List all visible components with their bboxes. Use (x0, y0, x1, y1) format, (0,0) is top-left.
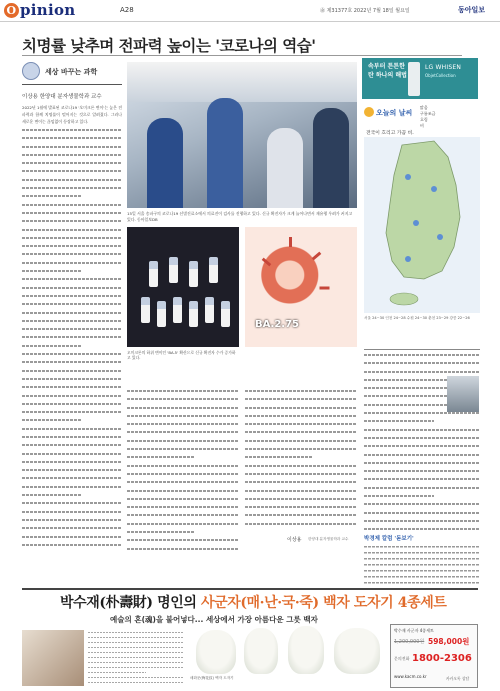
set-info: 박수재 사군자 4종세트 (394, 628, 434, 633)
ad-title-highlight: 사군자(매·난·국·죽) 백자 도자기 4종세트 (200, 595, 447, 611)
ad-copy-line-1: 속부터 튼튼한 (368, 63, 405, 70)
author-name: 이상용 (287, 537, 302, 543)
text-line (364, 435, 480, 442)
text-line (127, 463, 239, 470)
text-line (127, 396, 239, 403)
legend-item: 흐림 (420, 117, 428, 122)
text-line (245, 471, 357, 478)
text-line (245, 446, 357, 453)
vial-shape (205, 297, 214, 323)
legend-item: 맑음 (420, 105, 428, 110)
text-line (22, 210, 122, 217)
vial-shape (173, 297, 182, 323)
weather-divider (364, 349, 480, 350)
photo-figure (147, 118, 183, 208)
text-line (22, 393, 122, 400)
text-line (364, 468, 480, 475)
text-line (22, 144, 122, 151)
text-line (22, 243, 122, 250)
text-line (22, 525, 122, 532)
virus-spike (320, 287, 330, 290)
text-line (245, 463, 357, 470)
column-icon (22, 62, 40, 80)
weather-marker (431, 186, 437, 192)
newspaper-masthead: 동아일보 (458, 6, 486, 14)
text-line (364, 510, 480, 517)
section-logo-text: pinion (20, 1, 76, 19)
bottom-ad-subtitle: 예술의 혼(魂)을 불어넣다... 세상에서 가장 아름다운 그릇 백자 (110, 615, 318, 624)
vial-shape (209, 257, 218, 283)
text-line (22, 293, 122, 300)
variant-label: BA.2.75 (255, 319, 300, 330)
text-line (22, 251, 122, 258)
text-line (127, 496, 239, 503)
author-title: 한양대 분자생물학과 교수 (308, 537, 349, 541)
headline-divider (22, 55, 462, 56)
section-logo-mark: O (4, 3, 19, 18)
weather-marker (405, 174, 411, 180)
text-line (22, 417, 82, 424)
text-line (22, 285, 122, 292)
virus-spike (312, 252, 322, 261)
vial-shape (221, 301, 230, 327)
photo-caption-1: 15일 서울 송파구의 코로나19 선별진료소에서 의료진이 검사를 진행하고 있다. 신규 확진자가 크게 늘어나면서 재유행 우려가 커지고 있다. 동아일보DB (127, 211, 353, 222)
photo-tent (127, 62, 357, 102)
text-line (22, 509, 122, 516)
text-line (127, 429, 239, 436)
text-line (22, 517, 122, 524)
issue-info: ㊎ 제31377호 2022년 7월 18일 월요일 (320, 8, 410, 14)
sun-icon (364, 107, 374, 117)
text-line (22, 276, 122, 283)
vase-image (288, 626, 324, 674)
photo-figure (207, 98, 243, 208)
text-line (22, 401, 122, 408)
text-line (22, 368, 122, 375)
text-line (245, 512, 357, 519)
legend-item: 구름조금 (420, 111, 436, 116)
text-line (22, 260, 122, 267)
vase-caption: 매화문(梅花紋) 백자 도자기 (190, 676, 234, 680)
vial-shape (169, 257, 178, 283)
text-line (364, 476, 480, 483)
text-line (127, 405, 239, 412)
text-line (22, 451, 122, 458)
text-line (22, 467, 122, 474)
text-line (245, 488, 357, 495)
sidebar-box-title: 박경제 칼럼 '돋보기' (364, 536, 414, 542)
text-line (22, 484, 122, 491)
article-headline: 치명률 낮추며 전파력 높이는 '코로나의 역습' (22, 36, 316, 55)
article-photo-vials (127, 227, 239, 347)
text-line (127, 546, 239, 552)
text-line (245, 429, 357, 436)
text-line (364, 452, 480, 459)
text-line (364, 526, 480, 532)
text-line (22, 442, 122, 449)
text-line (22, 301, 122, 308)
text-line (22, 550, 122, 552)
article-body-column-1 (22, 104, 122, 552)
text-line (22, 426, 122, 433)
text-line (22, 202, 122, 209)
website-link[interactable]: www.kacm.co.kr (394, 674, 427, 679)
vial-shape (149, 261, 158, 287)
text-line (245, 438, 357, 445)
artist-photo (22, 630, 84, 686)
original-price: 1,200,000원 (394, 639, 425, 645)
text-line (22, 218, 122, 225)
text-line (22, 534, 122, 541)
text-line (22, 160, 122, 167)
product-image (408, 62, 420, 96)
weather-temperatures: 서울 24~30 인천 24~28 수원 24~30 춘천 23~29 강릉 22~26 (364, 316, 470, 320)
text-line (22, 127, 122, 134)
legend-item: 비 (420, 123, 424, 128)
bottom-ad-body (88, 630, 184, 686)
text-line (22, 359, 122, 366)
ad-copy-line-2: 탄 하나의 해법 (368, 72, 407, 79)
text-line (127, 413, 239, 420)
text-line (364, 501, 480, 508)
map-jeju (390, 293, 418, 305)
text-line (245, 413, 357, 420)
text-line (364, 427, 480, 434)
text-line (22, 152, 122, 159)
text-line (22, 185, 122, 192)
text-line (22, 542, 122, 549)
article-body-column-3 (245, 388, 357, 528)
vial-shape (189, 301, 198, 327)
weather-marker (437, 234, 443, 240)
text-line (88, 680, 184, 685)
text-line (22, 177, 122, 184)
vial-shape (141, 297, 150, 323)
text-line (127, 479, 239, 486)
text-line (364, 493, 434, 500)
text-line (22, 376, 122, 383)
text-line (245, 521, 357, 528)
ad-title-pre: 박수재(朴壽財) 명인의 (60, 595, 201, 611)
text-line (127, 537, 239, 544)
text-line (22, 459, 122, 466)
text-line (364, 443, 480, 450)
section-logo (4, 1, 76, 19)
bottom-ad-title (60, 592, 446, 612)
article-intro: 2022년 1월에 발표된 코로나19 '오미크론 변이'는 높은 전파력과 함께 치명률이 떨어지는 것으로 알려졌다. 그러나 새로운 변이는 끊임없이 등장하고 있다. (22, 105, 122, 124)
text-line (245, 496, 357, 503)
vial-shape (157, 301, 166, 327)
text-line (22, 334, 122, 341)
text-line (127, 529, 194, 536)
text-line (127, 454, 194, 461)
text-line (22, 409, 122, 416)
weather-legend (420, 105, 476, 129)
text-line (364, 418, 434, 425)
text-line (22, 235, 122, 242)
phone-number[interactable]: 1800-2306 (412, 653, 472, 664)
ad-brand: LG WHISEN (425, 64, 462, 71)
weather-description: 전국이 흐리고 가끔 비. (366, 131, 414, 136)
text-line (22, 500, 122, 507)
vase-image (334, 628, 380, 674)
text-line (22, 326, 122, 333)
text-line (245, 479, 357, 486)
virus-spike (289, 237, 292, 247)
text-line (364, 580, 480, 584)
weather-marker (413, 220, 419, 226)
text-line (22, 268, 82, 275)
text-line (22, 351, 122, 358)
text-line (245, 504, 357, 511)
text-line (364, 360, 480, 367)
text-line (127, 471, 239, 478)
text-line (364, 518, 480, 525)
text-line (127, 438, 239, 445)
text-line (127, 446, 239, 453)
text-line (127, 504, 239, 511)
article-photo-testing-site (127, 62, 357, 208)
kakao-contact[interactable]: 카카오톡 상담 (446, 676, 470, 681)
text-line (127, 421, 239, 428)
virus-spike (262, 258, 272, 267)
text-line (22, 492, 82, 499)
text-line (22, 475, 122, 482)
article-byline: 이상용 한양대 분자생물학과 교수 (22, 94, 102, 100)
text-line (22, 310, 122, 317)
text-line (245, 388, 357, 395)
phone-label: 문의전화 (394, 656, 410, 661)
text-line (22, 193, 82, 200)
text-line (22, 168, 122, 175)
photo-figure (313, 108, 349, 208)
text-line (245, 421, 357, 428)
column-divider (22, 84, 122, 85)
ad-sub-brand: ObjetCollection (425, 73, 456, 78)
sale-price: 598,000원 (428, 637, 470, 646)
text-line (245, 454, 312, 461)
text-line (22, 434, 122, 441)
text-line (22, 135, 122, 142)
article-photo-virus-illustration (245, 227, 357, 347)
photo-caption-2: 오미크론의 하위 변이인 'BA.5' 확산으로 신규 확진자 수가 증가하고 있다. (127, 350, 236, 361)
text-line (364, 460, 480, 467)
text-line (22, 227, 122, 234)
text-line (127, 388, 239, 395)
text-line (364, 369, 480, 376)
text-line (364, 352, 480, 359)
page-number: A28 (120, 6, 134, 14)
text-line (127, 521, 239, 528)
text-line (127, 512, 239, 519)
text-line (127, 488, 239, 495)
sidebar-photo (447, 376, 479, 412)
vase-image (196, 630, 236, 674)
text-line (22, 318, 122, 325)
photo-figure (267, 128, 303, 208)
text-line (22, 343, 82, 350)
vial-shape (189, 261, 198, 287)
weather-title: 오늘의 날씨 (376, 109, 413, 117)
text-line (245, 396, 357, 403)
text-line (364, 485, 480, 492)
column-name: 세상 바꾸는 과학 (45, 68, 98, 76)
sidebar-box-body (364, 544, 480, 584)
text-line (22, 384, 122, 391)
vase-image (244, 628, 278, 674)
text-line (245, 405, 357, 412)
article-body-column-2 (127, 388, 239, 552)
weather-marker (405, 256, 411, 262)
weather-map (364, 137, 480, 313)
